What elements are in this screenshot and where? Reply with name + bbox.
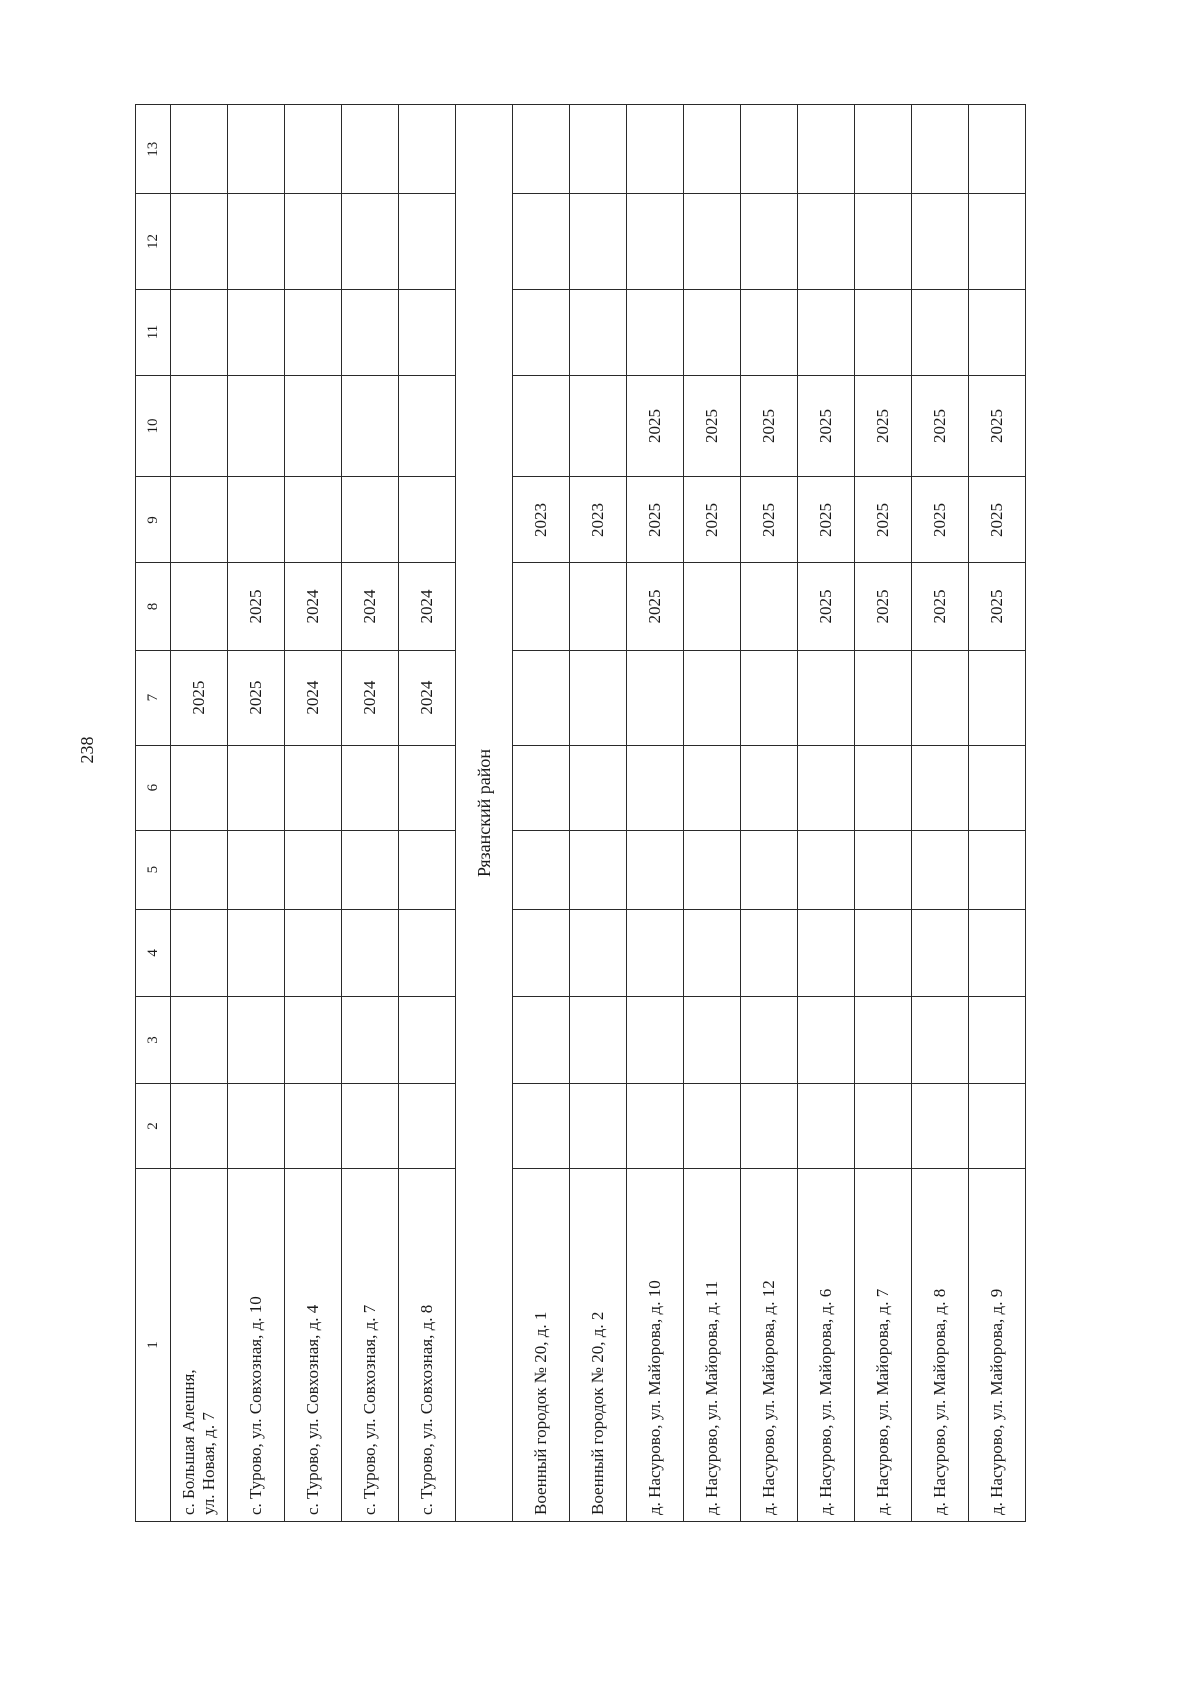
- year-cell: [513, 650, 570, 745]
- year-cell: [798, 105, 855, 194]
- year-cell: [855, 909, 912, 996]
- year-cell: [399, 105, 456, 194]
- year-cell: 2023: [570, 477, 627, 563]
- region-title: Рязанский район: [456, 105, 513, 1522]
- year-cell: [513, 996, 570, 1083]
- year-cell: [570, 745, 627, 830]
- year-cell: [627, 1084, 684, 1169]
- year-cell: [570, 996, 627, 1083]
- column-header: 3: [136, 996, 171, 1083]
- table-row: [969, 105, 1026, 1522]
- year-cell: 2025: [798, 477, 855, 563]
- year-cell: [855, 996, 912, 1083]
- year-cell: [798, 289, 855, 375]
- year-cell: [684, 194, 741, 289]
- table-row: [285, 105, 342, 1522]
- year-cell: [912, 105, 969, 194]
- address-cell: д. Насурово, ул. Майорова, д. 12: [741, 1168, 798, 1521]
- year-cell: [684, 745, 741, 830]
- year-cell: [798, 650, 855, 745]
- year-cell: [399, 289, 456, 375]
- year-cell: [912, 745, 969, 830]
- year-cell: [171, 996, 228, 1083]
- year-cell: [570, 830, 627, 909]
- year-cell: 2025: [741, 477, 798, 563]
- year-cell: [741, 289, 798, 375]
- year-cell: [342, 194, 399, 289]
- year-cell: [684, 289, 741, 375]
- year-cell: [228, 996, 285, 1083]
- column-header: 12: [136, 194, 171, 289]
- year-cell: [912, 996, 969, 1083]
- address-cell: д. Насурово, ул. Майорова, д. 6: [798, 1168, 855, 1521]
- year-cell: [285, 375, 342, 477]
- year-cell: [228, 289, 285, 375]
- address-cell: с. Большая Алешня, ул. Новая, д. 7: [171, 1168, 228, 1521]
- schedule-table: [135, 104, 1026, 1522]
- year-cell: [741, 1084, 798, 1169]
- year-cell: [285, 909, 342, 996]
- year-cell: 2025: [855, 563, 912, 650]
- year-cell: [285, 477, 342, 563]
- year-cell: [171, 563, 228, 650]
- table-row: [171, 105, 228, 1522]
- year-cell: [912, 194, 969, 289]
- column-header: 6: [136, 745, 171, 830]
- year-cell: [342, 909, 399, 996]
- year-cell: [969, 289, 1026, 375]
- year-cell: [627, 650, 684, 745]
- year-cell: [513, 830, 570, 909]
- year-cell: [171, 830, 228, 909]
- year-cell: [684, 1084, 741, 1169]
- year-cell: 2025: [912, 563, 969, 650]
- year-cell: 2025: [741, 375, 798, 477]
- year-cell: [399, 909, 456, 996]
- year-cell: [912, 289, 969, 375]
- year-cell: 2025: [228, 563, 285, 650]
- year-cell: 2025: [969, 563, 1026, 650]
- column-header: 8: [136, 563, 171, 650]
- year-cell: [513, 375, 570, 477]
- year-cell: [342, 477, 399, 563]
- year-cell: [969, 650, 1026, 745]
- column-header: 5: [136, 830, 171, 909]
- year-cell: [855, 194, 912, 289]
- year-cell: [627, 830, 684, 909]
- year-cell: [969, 745, 1026, 830]
- year-cell: [399, 996, 456, 1083]
- table-row: [741, 105, 798, 1522]
- year-cell: [228, 375, 285, 477]
- column-header: 9: [136, 477, 171, 563]
- year-cell: [399, 745, 456, 830]
- year-cell: [342, 830, 399, 909]
- year-cell: 2025: [627, 477, 684, 563]
- year-cell: [513, 289, 570, 375]
- year-cell: [684, 650, 741, 745]
- year-cell: [570, 909, 627, 996]
- year-cell: [171, 745, 228, 830]
- year-cell: [741, 909, 798, 996]
- year-cell: [798, 1084, 855, 1169]
- year-cell: [855, 289, 912, 375]
- year-cell: [285, 996, 342, 1083]
- table-row: [342, 105, 399, 1522]
- year-cell: 2025: [798, 563, 855, 650]
- address-cell: Военный городок № 20, д. 2: [570, 1168, 627, 1521]
- year-cell: [798, 830, 855, 909]
- year-cell: [969, 996, 1026, 1083]
- year-cell: [684, 830, 741, 909]
- year-cell: 2025: [912, 375, 969, 477]
- table-row: [798, 105, 855, 1522]
- year-cell: [285, 1084, 342, 1169]
- year-cell: 2025: [798, 375, 855, 477]
- year-cell: [855, 745, 912, 830]
- column-header: 7: [136, 650, 171, 745]
- year-cell: 2025: [855, 477, 912, 563]
- year-cell: [285, 830, 342, 909]
- page-number: 238: [77, 736, 97, 764]
- year-cell: [171, 1084, 228, 1169]
- year-cell: [741, 830, 798, 909]
- table-row: [228, 105, 285, 1522]
- year-cell: [627, 996, 684, 1083]
- year-cell: [627, 745, 684, 830]
- year-cell: [513, 909, 570, 996]
- year-cell: [171, 375, 228, 477]
- year-cell: [285, 745, 342, 830]
- year-cell: [285, 194, 342, 289]
- table-row: [627, 105, 684, 1522]
- year-cell: [399, 477, 456, 563]
- region-row: [456, 105, 513, 1522]
- year-cell: [513, 194, 570, 289]
- year-cell: [627, 909, 684, 996]
- year-cell: [342, 996, 399, 1083]
- year-cell: [570, 650, 627, 745]
- year-cell: [570, 194, 627, 289]
- column-header: 4: [136, 909, 171, 996]
- year-cell: 2024: [399, 650, 456, 745]
- address-cell: с. Турово, ул. Совхозная, д. 7: [342, 1168, 399, 1521]
- year-cell: [570, 563, 627, 650]
- year-cell: [969, 105, 1026, 194]
- year-cell: [171, 105, 228, 194]
- year-cell: [285, 105, 342, 194]
- year-cell: [570, 375, 627, 477]
- year-cell: [513, 1084, 570, 1169]
- year-cell: [741, 745, 798, 830]
- year-cell: [969, 194, 1026, 289]
- year-cell: [969, 1084, 1026, 1169]
- year-cell: [171, 289, 228, 375]
- year-cell: [741, 996, 798, 1083]
- column-header: 1: [136, 1168, 171, 1521]
- year-cell: 2024: [342, 650, 399, 745]
- year-cell: [342, 745, 399, 830]
- year-cell: [342, 1084, 399, 1169]
- year-cell: [285, 289, 342, 375]
- year-cell: 2025: [627, 375, 684, 477]
- year-cell: [171, 477, 228, 563]
- year-cell: [798, 996, 855, 1083]
- year-cell: [969, 909, 1026, 996]
- year-cell: [912, 1084, 969, 1169]
- year-cell: [798, 745, 855, 830]
- year-cell: [969, 830, 1026, 909]
- year-cell: [684, 105, 741, 194]
- address-cell: д. Насурово, ул. Майорова, д. 9: [969, 1168, 1026, 1521]
- year-cell: [798, 194, 855, 289]
- year-cell: 2025: [684, 477, 741, 563]
- column-header: 11: [136, 289, 171, 375]
- year-cell: 2023: [513, 477, 570, 563]
- year-cell: [570, 105, 627, 194]
- address-cell: с. Турово, ул. Совхозная, д. 8: [399, 1168, 456, 1521]
- year-cell: [912, 830, 969, 909]
- year-cell: [228, 105, 285, 194]
- address-cell: д. Насурово, ул. Майорова, д. 11: [684, 1168, 741, 1521]
- year-cell: [228, 1084, 285, 1169]
- address-cell: д. Насурово, ул. Майорова, д. 8: [912, 1168, 969, 1521]
- year-cell: [912, 650, 969, 745]
- year-cell: [684, 909, 741, 996]
- year-cell: [741, 563, 798, 650]
- year-cell: [741, 650, 798, 745]
- table-row: [855, 105, 912, 1522]
- year-cell: [399, 1084, 456, 1169]
- year-cell: [912, 909, 969, 996]
- table-row: [912, 105, 969, 1522]
- year-cell: 2025: [912, 477, 969, 563]
- year-cell: [342, 375, 399, 477]
- year-cell: [855, 830, 912, 909]
- year-cell: [627, 289, 684, 375]
- year-cell: [570, 1084, 627, 1169]
- year-cell: [228, 830, 285, 909]
- column-header: 2: [136, 1084, 171, 1169]
- year-cell: [399, 194, 456, 289]
- table-row: [513, 105, 570, 1522]
- year-cell: [855, 1084, 912, 1169]
- year-cell: [570, 289, 627, 375]
- address-cell: д. Насурово, ул. Майорова, д. 7: [855, 1168, 912, 1521]
- year-cell: 2024: [342, 563, 399, 650]
- column-header: 13: [136, 105, 171, 194]
- table-row: [570, 105, 627, 1522]
- year-cell: [399, 830, 456, 909]
- year-cell: 2025: [627, 563, 684, 650]
- year-cell: 2025: [855, 375, 912, 477]
- year-cell: [684, 996, 741, 1083]
- address-cell: с. Турово, ул. Совхозная, д. 10: [228, 1168, 285, 1521]
- address-cell: Военный городок № 20, д. 1: [513, 1168, 570, 1521]
- column-header: 10: [136, 375, 171, 477]
- rotated-table-container: [135, 104, 1060, 1522]
- year-cell: [627, 105, 684, 194]
- year-cell: [399, 375, 456, 477]
- year-cell: [627, 194, 684, 289]
- year-cell: [741, 105, 798, 194]
- year-cell: 2025: [684, 375, 741, 477]
- year-cell: [342, 105, 399, 194]
- table-row: [399, 105, 456, 1522]
- year-cell: 2025: [228, 650, 285, 745]
- year-cell: [228, 745, 285, 830]
- address-cell: с. Турово, ул. Совхозная, д. 4: [285, 1168, 342, 1521]
- year-cell: 2025: [969, 477, 1026, 563]
- year-cell: [798, 909, 855, 996]
- year-cell: [342, 289, 399, 375]
- year-cell: [171, 909, 228, 996]
- address-cell: д. Насурово, ул. Майорова, д. 10: [627, 1168, 684, 1521]
- year-cell: [513, 745, 570, 830]
- year-cell: [513, 105, 570, 194]
- year-cell: [684, 563, 741, 650]
- year-cell: 2024: [285, 650, 342, 745]
- header-row: [136, 105, 171, 1522]
- year-cell: [513, 563, 570, 650]
- year-cell: 2024: [399, 563, 456, 650]
- year-cell: [855, 105, 912, 194]
- table-row: [684, 105, 741, 1522]
- year-cell: [228, 477, 285, 563]
- year-cell: 2025: [171, 650, 228, 745]
- year-cell: 2024: [285, 563, 342, 650]
- year-cell: [228, 194, 285, 289]
- year-cell: [855, 650, 912, 745]
- year-cell: 2025: [969, 375, 1026, 477]
- year-cell: [741, 194, 798, 289]
- year-cell: [171, 194, 228, 289]
- year-cell: [228, 909, 285, 996]
